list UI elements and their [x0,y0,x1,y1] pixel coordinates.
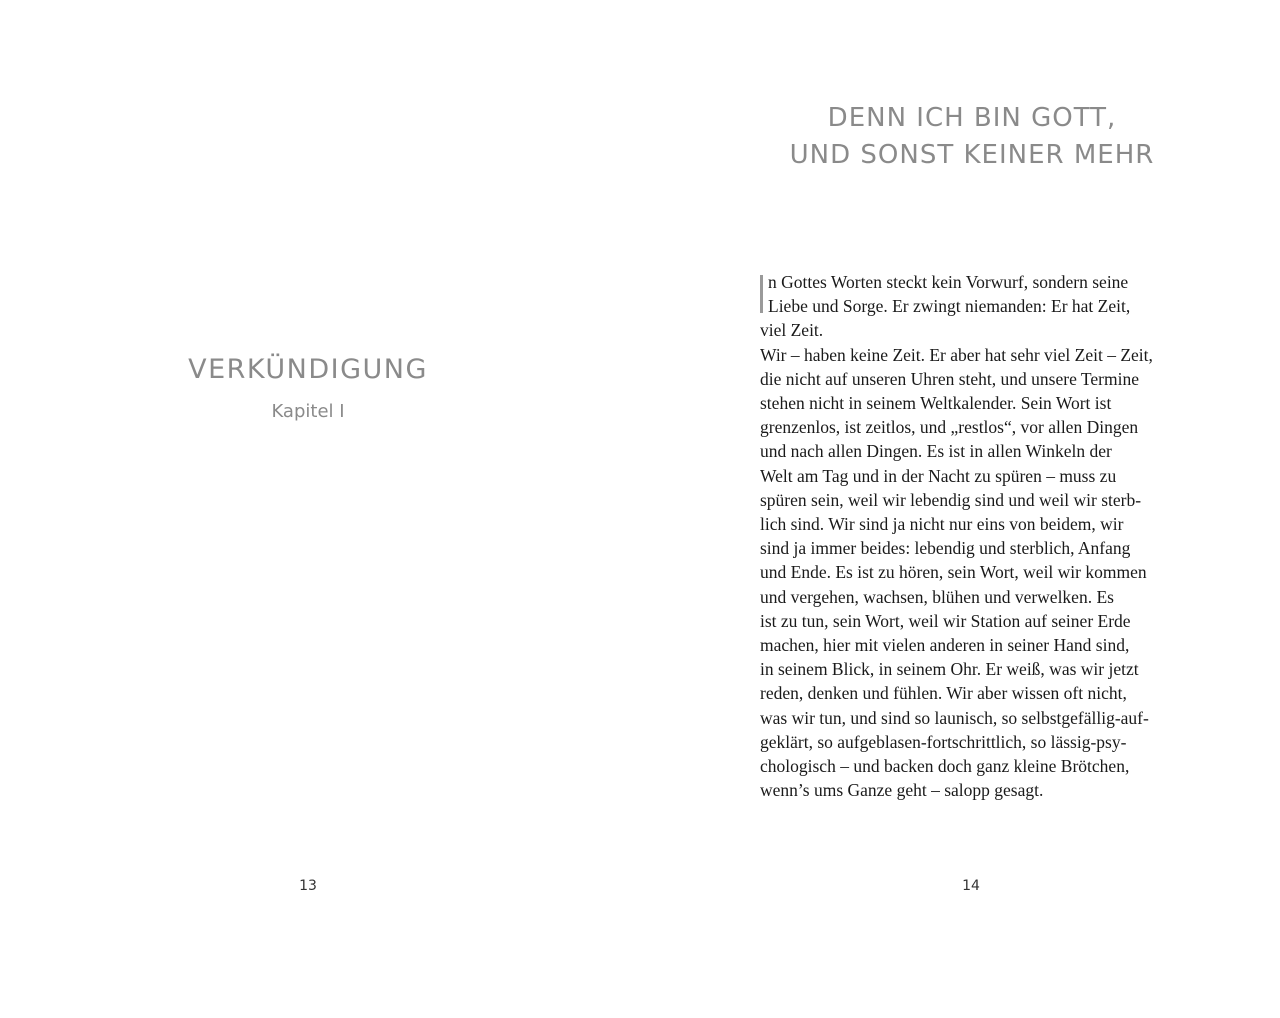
page-number-right: 14 [962,878,980,894]
section-title-line: DENN ICH BIN GOTT, [827,103,1117,133]
text-line: sind ja immer beides: lebendig und sterblich, Anfang [760,538,1131,559]
page-number-left: 13 [299,878,317,894]
text-line: in seinem Blick, in seinem Ohr. Er weiß, was wir jetzt [760,659,1139,680]
text-line: grenzenlos, ist zeitlos, und „restlos“, vor allen Dingen [760,417,1139,438]
chapter-subtitle: Kapitel I [271,401,345,422]
initial-letter [760,275,763,313]
text-line: stehen nicht in seinem Weltkalender. Sein Wort ist [760,393,1112,414]
text-line: machen, hier mit vielen anderen in seiner Hand sind, [760,635,1130,656]
text-line: und Ende. Es ist zu hören, sein Wort, weil wir kommen [760,562,1147,583]
text-line: und nach allen Dingen. Es ist in allen Winkeln der [760,441,1112,462]
section-title-line: UND SONST KEINER MEHR [789,140,1155,170]
text-line: geklärt, so aufgeblasen-fortschrittlich, so lässig-psy- [760,731,1127,752]
text-line: ist zu tun, sein Wort, weil wir Station auf seiner Erde [760,610,1131,631]
text-line: die nicht auf unseren Uhren steht, und unsere Termine [760,368,1139,389]
text-line: was wir tun, und sind so launisch, so selbstgefällig-auf- [760,707,1149,728]
text-line: und vergehen, wachsen, blühen und verwelken. Es [760,586,1114,607]
text-line: chologisch – und backen doch ganz kleine Brötchen, [760,756,1130,777]
text-line: lich sind. Wir sind ja nicht nur eins von beidem, wir [760,514,1124,535]
text-line: n Gottes Worten steckt kein Vorwurf, sondern seine [768,272,1129,292]
text-line: spüren sein, weil wir lebendig sind und weil wir sterb- [760,489,1142,510]
text-line: Liebe und Sorge. Er zwingt niemanden: Er hat Zeit, [768,296,1131,317]
body-text [760,270,1190,802]
text-line: Wir – haben keine Zeit. Er aber hat sehr viel Zeit – Zeit, [760,344,1153,365]
chapter-title: VERKÜNDIGUNG [188,354,428,385]
text-line: wenn’s ums Ganze geht – salopp gesagt. [760,780,1044,801]
text-line: Welt am Tag und in der Nacht zu spüren – muss zu [760,465,1117,486]
section-title [760,100,1184,174]
right-page [640,0,1280,1018]
text-line: viel Zeit. [760,320,824,341]
text-line: reden, denken und fühlen. Wir aber wissen oft nicht, [760,683,1127,704]
